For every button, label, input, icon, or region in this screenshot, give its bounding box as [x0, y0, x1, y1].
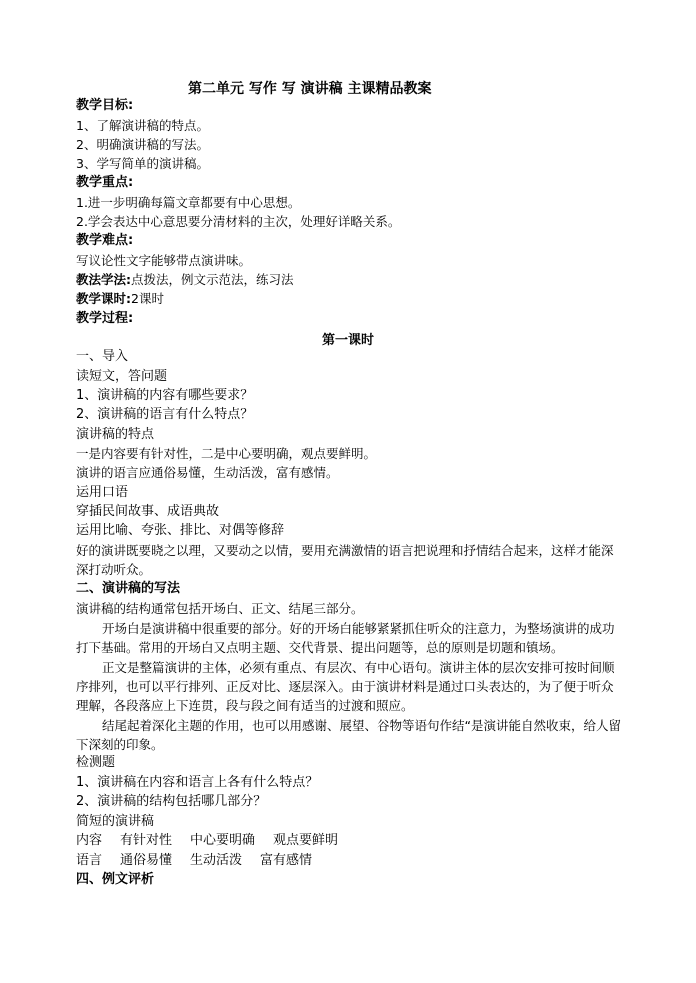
- methods-line: [76, 271, 294, 289]
- oral-item: 运用口语: [76, 485, 129, 500]
- opening-paragraph: 开场白是演讲稿中很重要的部分。好的开场白能够紧紧抓住听众的注意力，为整场演讲的成功打下基础。常用的开场白又点明主题、交代背景、提出问题等，总的原则是切题和镇场。: [76, 621, 615, 655]
- check-heading: 检测题: [76, 755, 116, 770]
- section-heading: 二、演讲稿的写法: [76, 581, 181, 596]
- goal-item: 3、学写简单的演讲稿。: [76, 156, 209, 171]
- summary-cell: 通俗易懂: [120, 853, 173, 868]
- features-heading: 演讲稿的特点: [76, 427, 155, 442]
- oral-item: 运用比喻、夸张、排比、对偶等修辞: [76, 523, 285, 538]
- summary-cell: 语言: [76, 853, 103, 868]
- summary-cell: 内容: [76, 833, 103, 848]
- key-point: 1.进一步明确每篇文章都要有中心思想。: [76, 195, 301, 210]
- features-line: 一是内容要有针对性，二是中心要明确，观点要鲜明。: [76, 446, 377, 461]
- methods-label: 教法学法:: [76, 272, 131, 287]
- check-question: 2、演讲稿的结构包括哪几部分？: [76, 794, 267, 809]
- hours-value: 2课时: [131, 291, 164, 306]
- section-heading: 一、导入: [76, 349, 129, 364]
- body-paragraph: 正文是整篇演讲的主体，必须有重点、有层次、有中心语句。演讲主体的层次安排可按时间顺序排列，也可以平行排列、正反对比、逐层深入。由于演讲材料是通过口头表达的，为了便于听众理解，各段落应上下连贯，段与段之间有适当的过渡和照应。: [76, 660, 615, 713]
- features-line: 演讲的语言应通俗易懂，生动活泼，富有感情。: [76, 465, 339, 480]
- question-item: 2、演讲稿的语言有什么特点？: [76, 407, 254, 422]
- summary-cell: 观点要鲜明: [273, 833, 339, 848]
- summary-content-row: [76, 832, 356, 850]
- difficulty-heading: 教学难点:: [76, 233, 134, 248]
- read-prompt: 读短文，答问题: [76, 369, 168, 384]
- summary-cell: 有针对性: [120, 833, 173, 848]
- hours-line: [76, 290, 164, 308]
- ending-paragraph: 结尾起着深化主题的作用，也可以用感谢、展望、谷物等语句作结“是演讲能自然收束，给人留下深刻的印象。: [76, 718, 621, 752]
- process-heading: 教学过程:: [76, 311, 134, 326]
- goal-item: 2、明确演讲稿的写法。: [76, 137, 209, 152]
- document-title: 第二单元 写作 写 演讲稿 主课精品教案: [188, 81, 432, 97]
- oral-item: 穿插民间故事、成语典故: [76, 504, 220, 519]
- lesson-title: 第一课时: [321, 333, 374, 348]
- summary-cell: 富有感情: [260, 853, 313, 868]
- check-question: 1、演讲稿在内容和语言上各有什么特点？: [76, 775, 319, 790]
- key-point: 2.学会表达中心意思要分清材料的主次，处理好详略关系。: [76, 214, 401, 229]
- summary-language-row: [76, 852, 330, 870]
- hours-label: 教学课时:: [76, 291, 131, 306]
- good-speech-paragraph: 好的演讲既要晓之以理，又要动之以情，要用充满激情的语言把说理和抒情结合起来，这样才能深深打动听众。: [76, 543, 614, 577]
- goal-item: 1、了解演讲稿的特点。: [76, 118, 209, 133]
- summary-heading: 简短的演讲稿: [76, 814, 155, 829]
- key-heading: 教学重点:: [76, 175, 134, 190]
- difficulty-text: 写议论性文字能够带点演讲味。: [76, 253, 252, 268]
- question-item: 1、演讲稿的内容有哪些要求？: [76, 388, 254, 403]
- methods-value: 点拨法，例文示范法，练习法: [131, 272, 294, 287]
- summary-cell: 中心要明确: [190, 833, 256, 848]
- summary-cell: 生动活泼: [190, 853, 243, 868]
- goals-heading: 教学目标:: [76, 98, 134, 113]
- structure-intro: 演讲稿的结构通常包括开场白、正文、结尾三部分。: [76, 601, 364, 616]
- section-heading: 四、例文评析: [76, 872, 155, 887]
